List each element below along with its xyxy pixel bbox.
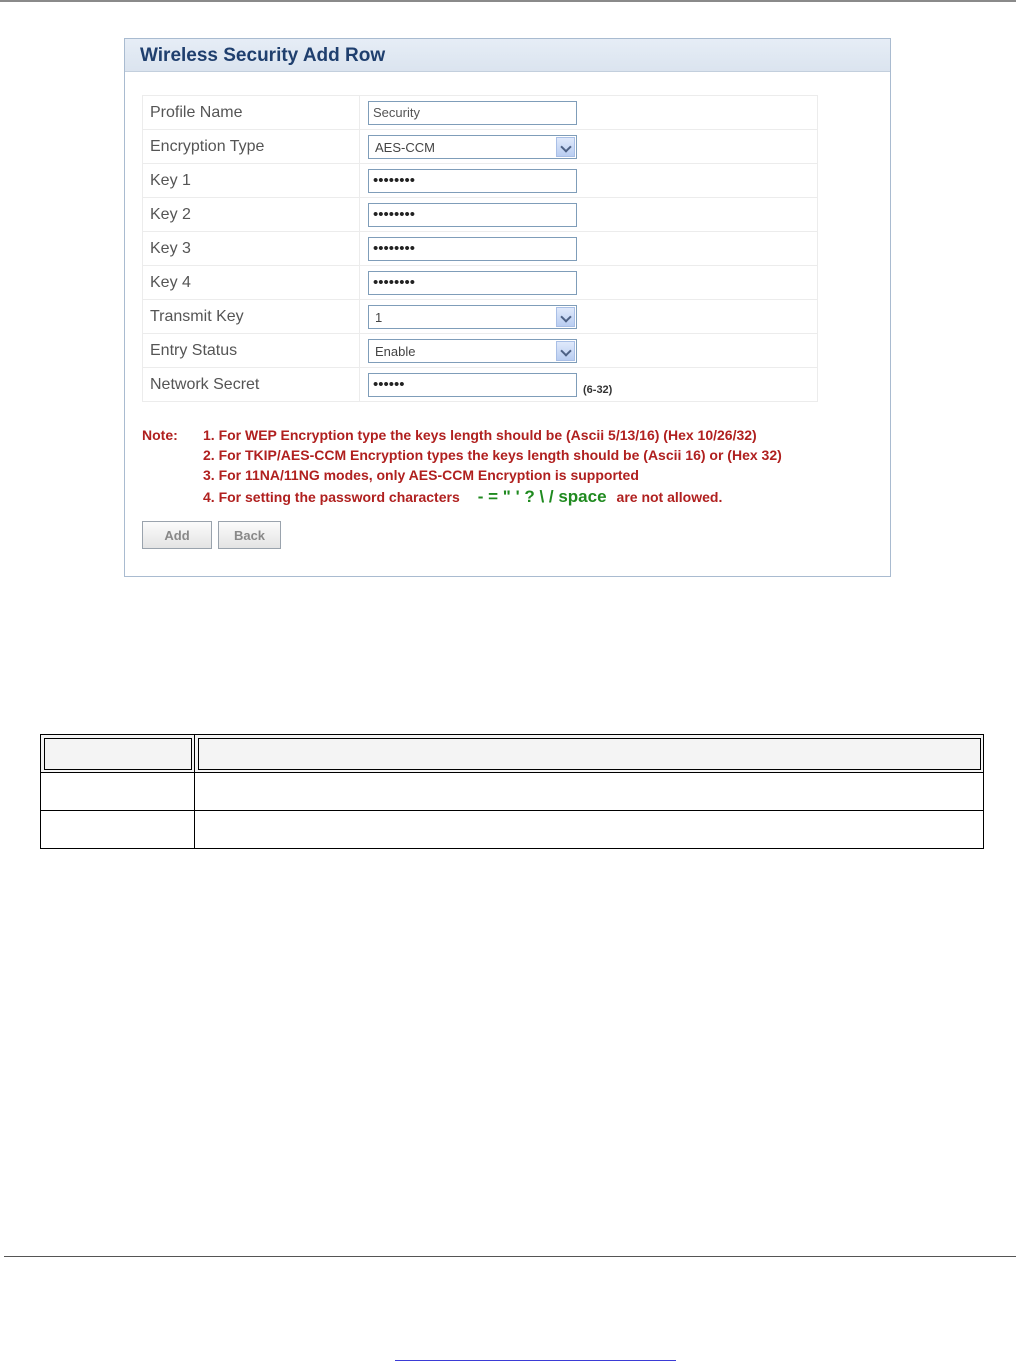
network-secret-input[interactable] <box>368 373 577 397</box>
table-header-row <box>41 735 984 773</box>
table-row <box>41 773 984 811</box>
note-4-chars: - = " ' ? \ / space <box>477 487 607 506</box>
network-secret-label: Network Secret <box>143 368 360 402</box>
chevron-down-icon[interactable] <box>556 307 575 327</box>
security-form <box>142 95 818 402</box>
note-4-suffix: are not allowed. <box>616 489 723 505</box>
row-transmit-key <box>143 300 818 334</box>
profile-name-input[interactable] <box>368 101 577 125</box>
row-key-3 <box>143 232 818 266</box>
network-secret-hint: (6-32) <box>583 383 613 396</box>
description-table <box>40 734 984 849</box>
note-3: 3. For 11NA/11NG modes, only AES-CCM Encryption is supported <box>203 467 639 483</box>
key-1-label: Key 1 <box>143 164 360 198</box>
key-3-label: Key 3 <box>143 232 360 266</box>
entry-status-value: Enable <box>375 343 416 359</box>
key-2-label: Key 2 <box>143 198 360 232</box>
row-key-2 <box>143 198 818 232</box>
footer-link-underline[interactable] <box>395 1360 676 1361</box>
note-2: 2. For TKIP/AES-CCM Encryption types the keys length should be (Ascii 16) or (Hex 32) <box>203 447 782 463</box>
chevron-down-icon[interactable] <box>556 137 575 157</box>
row-network-secret <box>143 368 818 402</box>
key-2-input[interactable] <box>368 203 577 227</box>
footer-rule <box>4 1256 1016 1257</box>
back-button[interactable]: Back <box>218 521 281 549</box>
key-4-input[interactable] <box>368 271 577 295</box>
transmit-key-value: 1 <box>375 309 383 325</box>
note-4-prefix: 4. For setting the password characters <box>203 489 460 505</box>
row-entry-status <box>143 334 818 368</box>
transmit-key-label: Transmit Key <box>143 300 360 334</box>
encryption-type-label: Encryption Type <box>143 130 360 164</box>
panel-title: Wireless Security Add Row <box>140 45 386 66</box>
chevron-down-icon[interactable] <box>556 341 575 361</box>
row-encryption-type <box>143 130 818 164</box>
encryption-type-value: AES-CCM <box>375 139 435 155</box>
encryption-type-select[interactable] <box>368 135 577 159</box>
row-profile-name <box>143 96 818 130</box>
entry-status-label: Entry Status <box>143 334 360 368</box>
row-key-4 <box>143 266 818 300</box>
row-key-1 <box>143 164 818 198</box>
wireless-security-panel <box>124 38 891 577</box>
note-label: Note: <box>142 427 178 443</box>
entry-status-select[interactable] <box>368 339 577 363</box>
key-4-label: Key 4 <box>143 266 360 300</box>
key-1-input[interactable] <box>368 169 577 193</box>
panel-header <box>125 39 890 72</box>
note-4 <box>203 487 722 507</box>
profile-name-label: Profile Name <box>143 96 360 130</box>
table-row <box>41 811 984 849</box>
top-rule <box>0 0 1016 2</box>
key-3-input[interactable] <box>368 237 577 261</box>
note-1: 1. For WEP Encryption type the keys length should be (Ascii 5/13/16) (Hex 10/26/32) <box>203 427 757 443</box>
transmit-key-select[interactable] <box>368 305 577 329</box>
add-button[interactable]: Add <box>142 521 212 549</box>
